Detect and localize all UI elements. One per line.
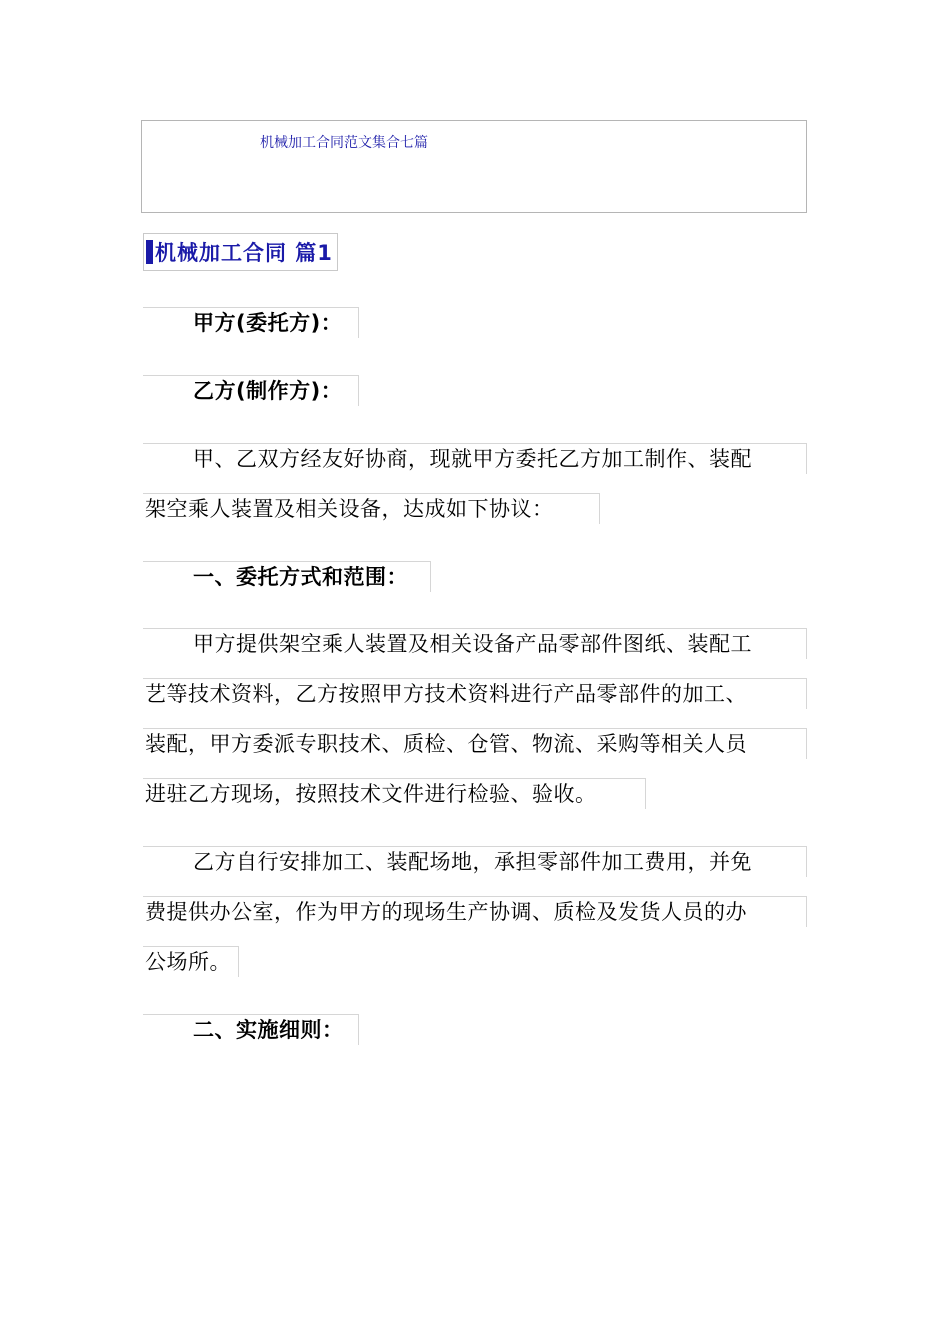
heading-marker [146,240,153,264]
para2-text-1: 乙方自行安排加工、装配场地，承担零部件加工费用，并免 [193,850,752,874]
para2-line-1 [143,846,807,877]
para1-text-2: 艺等技术资料，乙方按照甲方技术资料进行产品零部件的加工、 [145,682,747,706]
intro-text-1: 甲、乙双方经友好协商，现就甲方委托乙方加工制作、装配 [193,447,752,471]
heading-2-text: 二、实施细则： [193,1018,344,1042]
party-a-line [143,307,359,338]
heading-1-line [143,561,431,592]
heading-1-text: 一、委托方式和范围： [193,565,408,589]
intro-line-2 [143,493,600,524]
heading-2-line [143,1014,359,1045]
section-heading [143,233,338,271]
intro-line-1 [143,443,807,474]
party-a-label: 甲方(委托方)： [193,311,343,335]
document-title: 机械加工合同范文集合七篇 [260,135,428,151]
para1-line-3 [143,728,807,759]
para2-line-2 [143,896,807,927]
para1-text-3: 装配，甲方委派专职技术、质检、仓管、物流、采购等相关人员 [145,732,747,756]
para1-line-1 [143,628,807,659]
intro-text-2: 架空乘人装置及相关设备，达成如下协议： [145,497,554,521]
para1-text-4: 进驻乙方现场，按照技术文件进行检验、验收。 [145,782,597,806]
document-header [141,120,807,213]
para1-text-1: 甲方提供架空乘人装置及相关设备产品零部件图纸、装配工 [193,632,752,656]
party-b-label: 乙方(制作方)： [193,379,343,403]
para1-line-4 [143,778,646,809]
section-heading-text: 机械加工合同 篇1 [155,241,333,265]
para2-text-2: 费提供办公室，作为甲方的现场生产协调、质检及发货人员的办 [145,900,747,924]
para1-line-2 [143,678,807,709]
para2-line-3 [143,946,239,977]
party-b-line [143,375,359,406]
para2-text-3: 公场所。 [145,950,231,974]
